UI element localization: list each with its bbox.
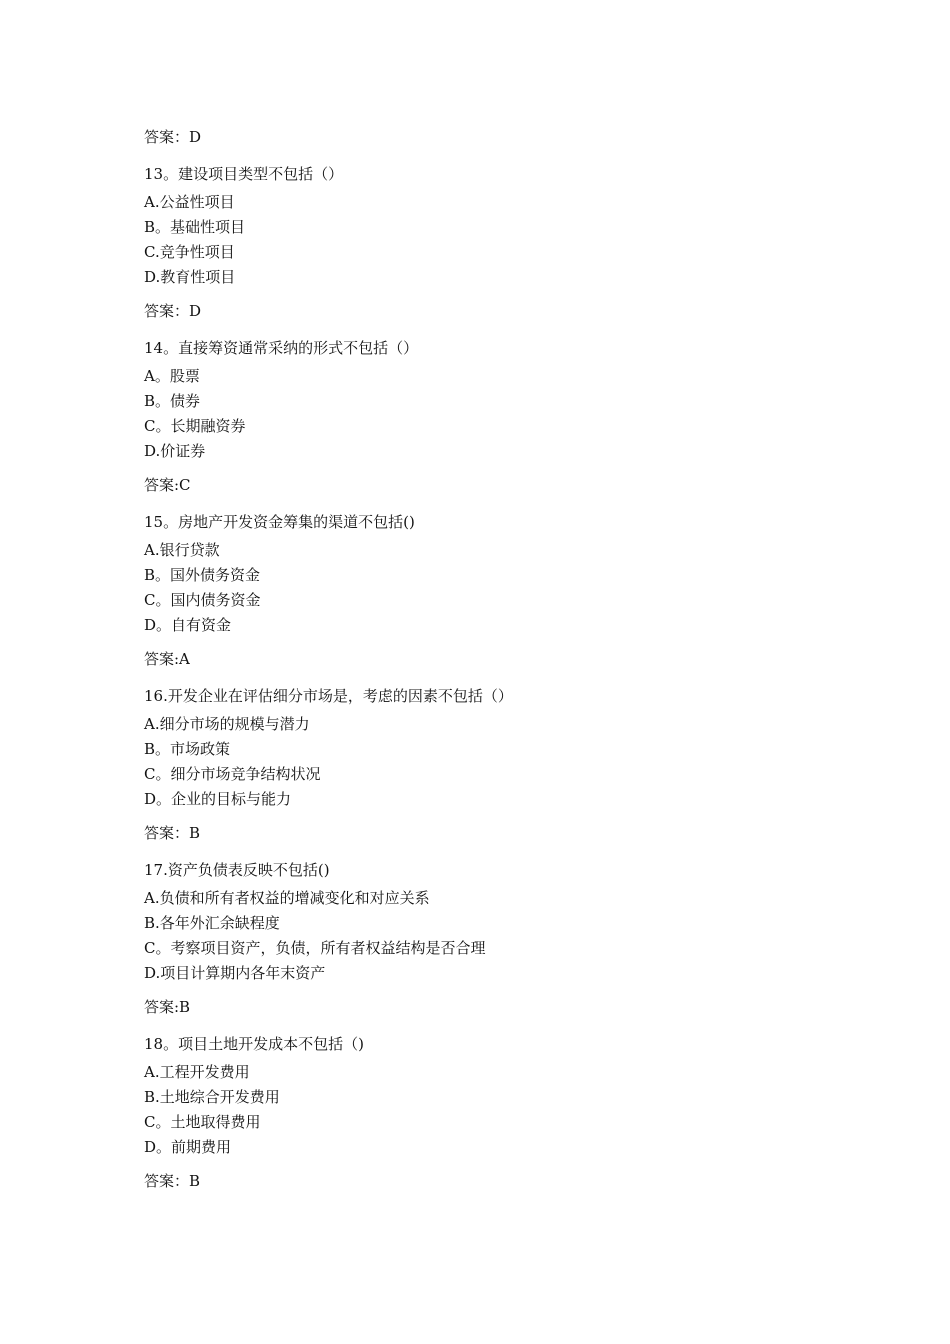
option-list xyxy=(144,712,844,812)
option-list xyxy=(144,1060,844,1160)
answer-line: 答案:C xyxy=(144,476,191,494)
option-item: C。国内债务资金 xyxy=(144,591,261,609)
answer-line: 答案：D xyxy=(144,128,202,146)
option-list xyxy=(144,538,844,638)
option-list xyxy=(144,364,844,464)
option-item: C。细分市场竞争结构状况 xyxy=(144,765,321,783)
question-block xyxy=(144,859,844,1018)
question-block xyxy=(144,337,844,496)
document-page xyxy=(144,126,844,1207)
option-item: A.负债和所有者权益的增减变化和对应关系 xyxy=(144,889,430,907)
option-item: D.价证券 xyxy=(144,442,206,460)
option-item: D。自有资金 xyxy=(144,616,232,634)
option-item: B。市场政策 xyxy=(144,740,231,758)
option-item: B.各年外汇余缺程度 xyxy=(144,914,280,932)
option-item: B.土地综合开发费用 xyxy=(144,1088,280,1106)
answer-line: 答案：B xyxy=(144,1172,201,1190)
option-item: A。股票 xyxy=(144,367,200,385)
option-item: A.银行贷款 xyxy=(144,541,220,559)
question-title: 13。建设项目类型不包括（） xyxy=(144,165,344,183)
option-list xyxy=(144,190,844,290)
option-item: B。国外债务资金 xyxy=(144,566,261,584)
question-block xyxy=(144,163,844,322)
question-title: 16.开发企业在评估细分市场是，考虑的因素不包括（） xyxy=(144,687,513,705)
option-item: C。土地取得费用 xyxy=(144,1113,261,1131)
question-block xyxy=(144,1033,844,1192)
question-title: 17.资产负债表反映不包括() xyxy=(144,861,330,879)
option-item: A.公益性项目 xyxy=(144,193,235,211)
option-item: D.教育性项目 xyxy=(144,268,236,286)
option-list xyxy=(144,886,844,986)
option-item: A.细分市场的规模与潜力 xyxy=(144,715,310,733)
option-item: B。基础性项目 xyxy=(144,218,246,236)
question-title: 18。项目土地开发成本不包括（) xyxy=(144,1035,364,1053)
answer-line: 答案：B xyxy=(144,824,201,842)
answer-line: 答案：D xyxy=(144,302,202,320)
option-item: B。债券 xyxy=(144,392,201,410)
option-item: A.工程开发费用 xyxy=(144,1063,250,1081)
option-item: D。前期费用 xyxy=(144,1138,232,1156)
answer-line: 答案:B xyxy=(144,998,191,1016)
option-item: C。长期融资券 xyxy=(144,417,246,435)
question-title: 15。房地产开发资金筹集的渠道不包括() xyxy=(144,513,415,531)
question-title: 14。直接筹资通常采纳的形式不包括（） xyxy=(144,339,419,357)
option-item: C。考察项目资产，负债，所有者权益结构是否合理 xyxy=(144,939,486,957)
question-block xyxy=(144,685,844,844)
option-item: D。企业的目标与能力 xyxy=(144,790,292,808)
answer-line: 答案:A xyxy=(144,650,190,668)
question-block xyxy=(144,511,844,670)
option-item: C.竞争性项目 xyxy=(144,243,235,261)
option-item: D.项目计算期内各年末资产 xyxy=(144,964,326,982)
